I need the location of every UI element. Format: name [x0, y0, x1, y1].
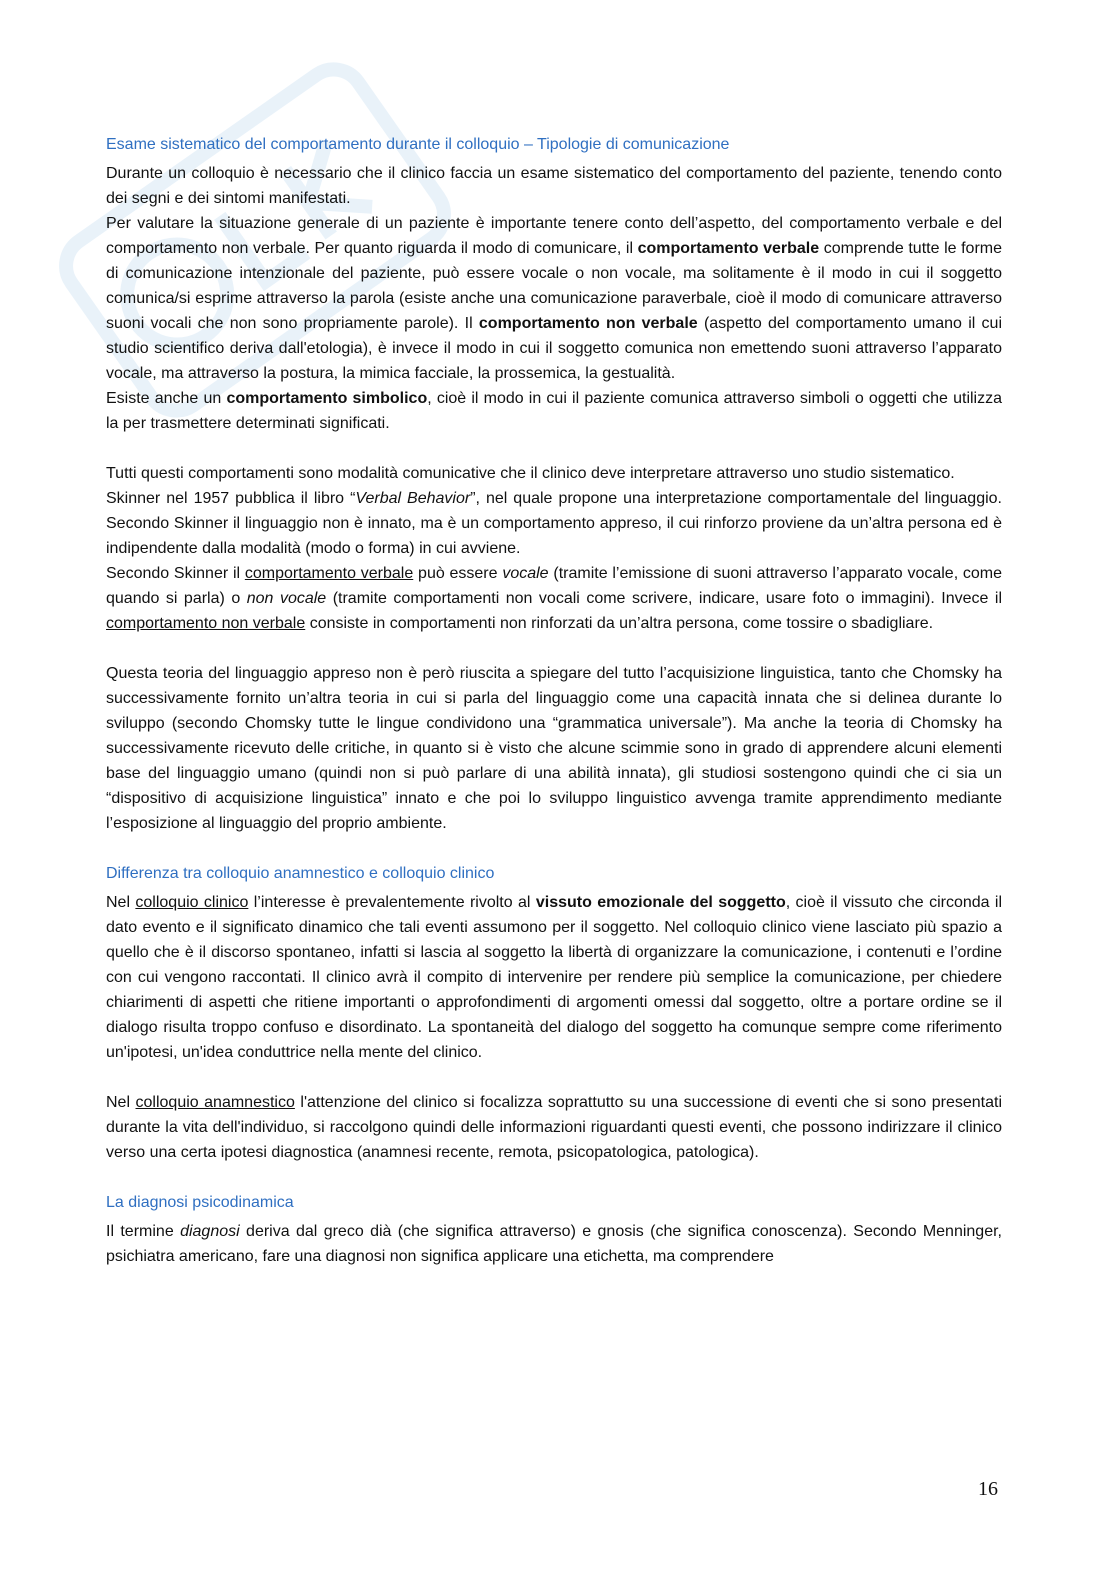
document-page [106, 132, 1002, 1269]
paragraph: Skinner nel 1957 pubblica il libro “Verbal Behavior”, nel quale propone una interpretazione comportamentale del linguaggio. Secondo Skinner il linguaggio non è innato, ma è un comportamento appreso, il cui rinforzo proviene da un’altra persona ed è indipendente dalla modalità (modo o forma) in cui avviene. [106, 490, 1003, 557]
bold-term: vissuto emozionale del soggetto [535, 894, 786, 911]
spacer [106, 1165, 1002, 1190]
spacer [106, 436, 1002, 461]
section-heading-differenza: Differenza tra colloquio anamnestico e colloquio clinico [106, 865, 495, 882]
paragraph: Tutti questi comportamenti sono modalità comunicative che il clinico deve interpretare attraverso uno studio sistematico. [106, 465, 955, 482]
italic-term: vocale [502, 565, 549, 582]
underlined-term: comportamento verbale [244, 565, 414, 582]
section-heading-comportamento: Esame sistematico del comportamento durante il colloquio – Tipologie di comunicazione [106, 136, 730, 153]
underlined-term: colloquio clinico [135, 894, 249, 911]
spacer [106, 1065, 1002, 1090]
italic-term: diagnosi [180, 1223, 240, 1240]
paragraph: Questa teoria del linguaggio appreso non è però riuscita a spiegare del tutto l’acquisizione linguistica, tanto che Chomsky ha successivamente fornito un’altra teoria in cui si parla del linguaggio come una capacità innata che si delinea durante lo sviluppo (secondo Chomsky tutte le lingue condividono una “grammatica universale”). Ma anche la teoria di Chomsky ha successivamente ricevuto delle critiche, in quanto si è visto che alcune scimmie sono in grado di apprendere alcuni elementi base del linguaggio umano (quindi non si può parlare di una abilità innata), gli studiosi sostengono quindi che ci sia un “dispositivo di acquisizione linguistica” innato e che poi lo sviluppo linguistico avvenga tramite apprendimento mediante l’esposizione al linguaggio del proprio ambiente. [106, 665, 1002, 832]
underlined-term: colloquio anamnestico [135, 1094, 295, 1111]
paragraph: Esiste anche un comportamento simbolico, cioè il modo in cui il paziente comunica attraverso simboli o oggetti che utilizza la per trasmettere determinati significati. [106, 390, 1002, 432]
paragraph: Nel colloquio clinico l’interesse è prevalentemente rivolto al vissuto emozionale del soggetto, cioè il vissuto che circonda il dato evento e il significato dinamico che tali eventi assumono per il soggetto. Nel colloquio clinico viene lasciato più spazio a quello che è il discorso spontaneo, infatti si lascia al soggetto la libertà di organizzare la comunicazione, i contenuti e l’ordine con cui vengono raccontati. Il clinico avrà il compito di intervenire per rendere più semplice la comunicazione, per chiedere chiarimenti di aspetti che ritiene importanti o approfondimenti di argomenti omessi dal soggetto, oltre a portare ordine se il dialogo risulta troppo confuso e disordinato. La spontaneità del dialogo del soggetto ha comunque sempre come riferimento un'ipotesi, un'idea conduttrice nella mente del clinico. [106, 894, 1003, 1061]
paragraph: Il termine diagnosi deriva dal greco dià (che significa attraverso) e gnosis (che significa conoscenza). Secondo Menninger, psichiatra americano, fare una diagnosi non significa applicare una etichetta, ma comprendere [106, 1223, 1002, 1265]
bold-term: comportamento simbolico [226, 390, 428, 407]
paragraph: Durante un colloquio è necessario che il clinico faccia un esame sistematico del comportamento del paziente, tenendo conto dei segni e dei sintomi manifestati. [106, 165, 1002, 207]
page-number: 16 [978, 1478, 998, 1500]
spacer [106, 636, 1002, 661]
paragraph: Nel colloquio anamnestico l'attenzione del clinico si focalizza soprattutto su una successione di eventi che si sono presentati durante la vita dell'individuo, si raccolgono quindi delle informazioni riguardanti questi eventi, che possono indirizzare il clinico verso una certa ipotesi diagnostica (anamnesi recente, remota, psicopatologica, patologica). [106, 1094, 1003, 1161]
spacer [106, 836, 1002, 861]
underlined-term: comportamento non verbale [106, 615, 306, 632]
section-heading-diagnosi: La diagnosi psicodinamica [106, 1194, 294, 1211]
bold-term: comportamento non verbale [478, 315, 698, 332]
italic-title: Verbal Behavior [355, 490, 471, 507]
italic-term: non vocale [246, 590, 327, 607]
paragraph: Per valutare la situazione generale di un paziente è importante tenere conto dell’aspetto, del comportamento verbale e del comportamento non verbale. Per quanto riguarda il modo di comunicare, il comportamento verbale comprende tutte le forme di comunicazione intenzionale del paziente, può essere vocale o non vocale, ma solitamente è il modo in cui il soggetto comunica/si esprime attraverso la parola (esiste anche una comunicazione paraverbale, cioè il modo di comunicare attraverso suoni vocali che non sono propriamente parole). Il comportamento non verbale (aspetto del comportamento umano il cui studio scientifico deriva dall'etologia), è invece il modo in cui il soggetto comunica non emettendo suoni attraverso l’apparato vocale, ma attraverso la postura, la mimica facciale, la prossemica, la gestualità. [106, 215, 1003, 382]
bold-term: comportamento verbale [637, 240, 820, 257]
paragraph: Secondo Skinner il comportamento verbale può essere vocale (tramite l’emissione di suoni attraverso l’apparato vocale, come quando si parla) o non vocale (tramite comportamenti non vocali come scrivere, indicare, usare foto o immagini). Invece il comportamento non verbale consiste in comportamenti non rinforzati da un’altra persona, come tossire o sbadigliare. [106, 565, 1003, 632]
